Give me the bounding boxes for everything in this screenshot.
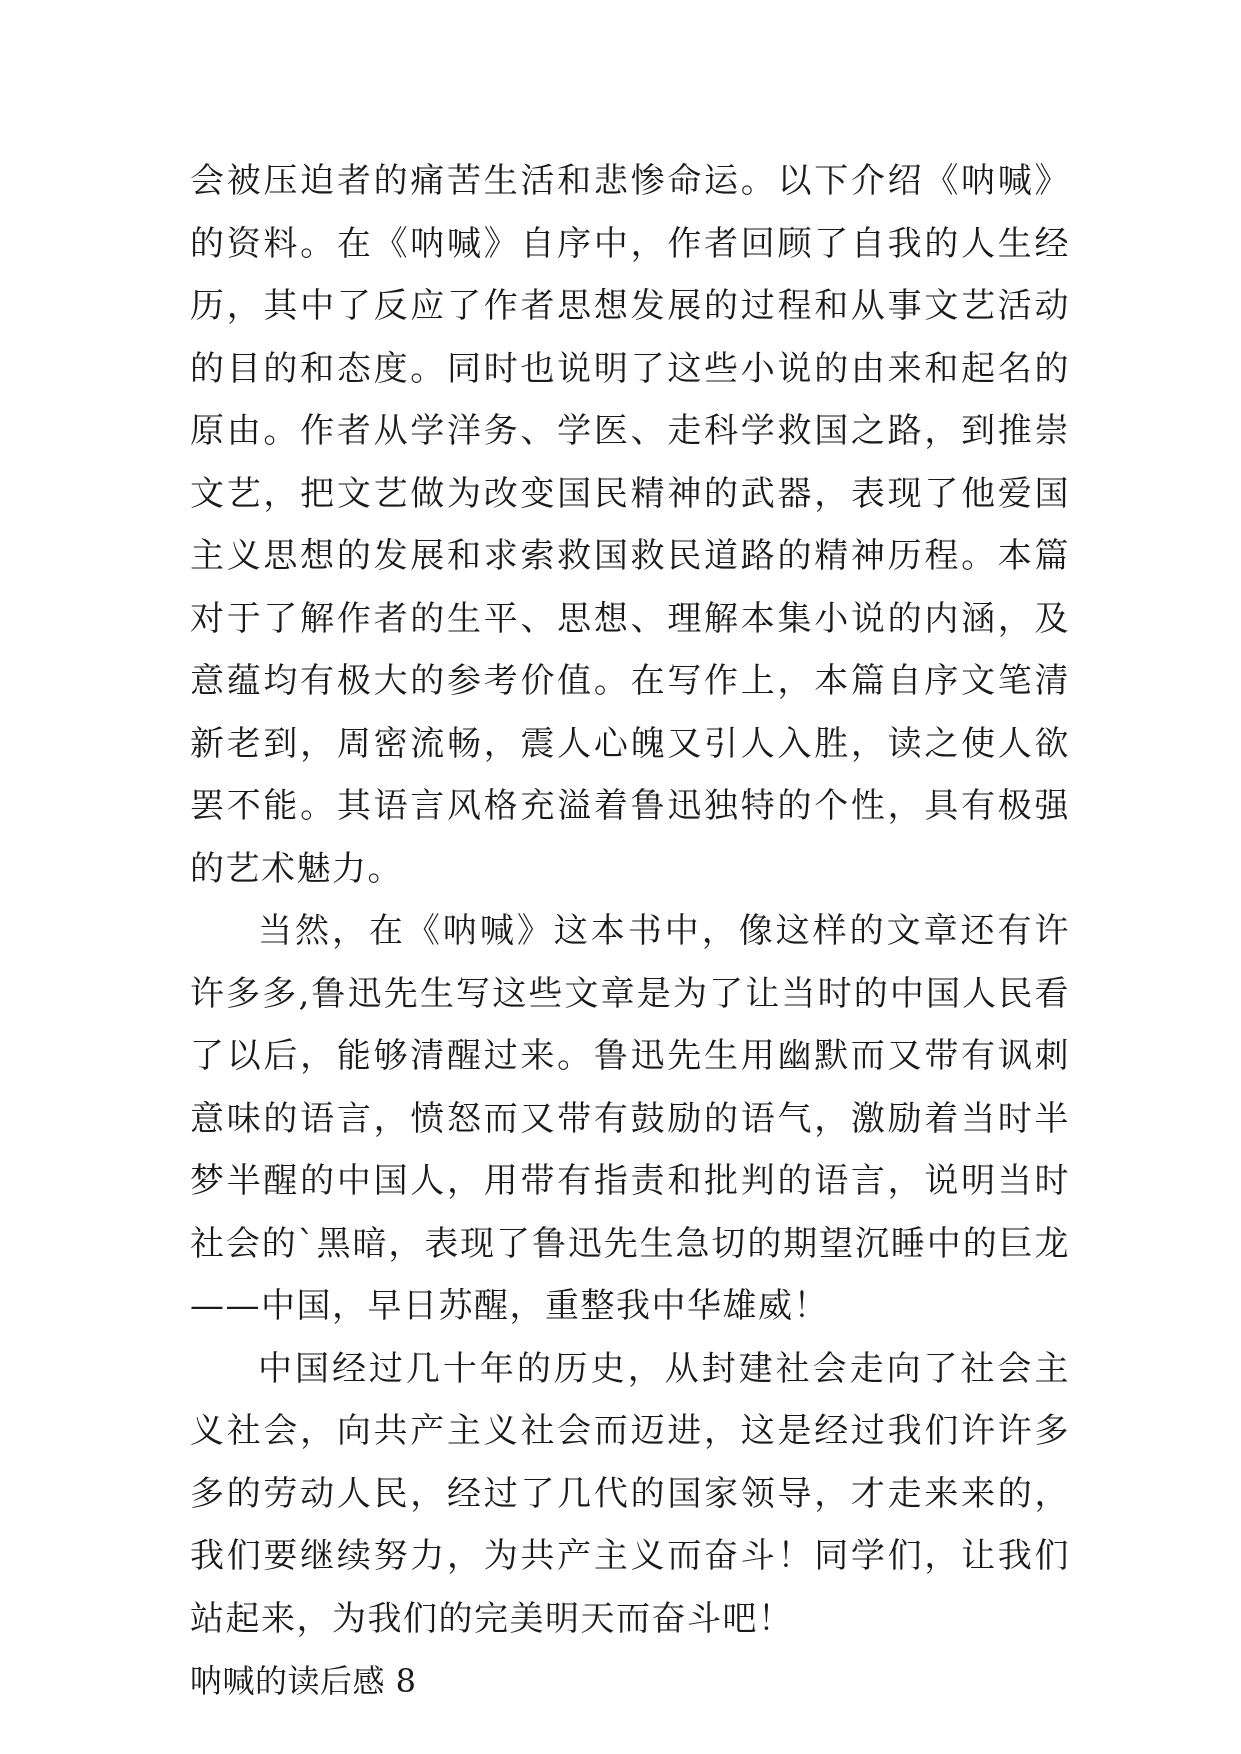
section-heading: 呐喊的读后感 8 bbox=[190, 1662, 417, 1700]
paragraph-3: 中国经过几十年的历史，从封建社会走向了社会主义社会，向共产主义社会而迈进，这是经过我们许许多多的劳动人民，经过了几代的国家领导，才走来来的，我们要继续努力，为共产主义而奋斗！同学们，让我们站起来，为我们的完美明天而奋斗吧！ bbox=[190, 1348, 1070, 1639]
document-body bbox=[190, 150, 1070, 1713]
paragraph-2: 当然，在《呐喊》这本书中，像这样的文章还有许许多多,鲁迅先生写这些文章是为了让当时的中国人民看了以后，能够清醒过来。鲁迅先生用幽默而又带有讽刺意味的语言，愤怒而又带有鼓励的语气，激励着当时半梦半醒的中国人，用带有指责和批判的语言，说明当时社会的`黑暗，表现了鲁迅先生急切的期望沉睡中的巨龙——中国，早日苏醒，重整我中华雄威！ bbox=[190, 911, 1070, 1326]
paragraph-1: 会被压迫者的痛苦生活和悲惨命运。以下介绍《呐喊》的资料。在《呐喊》自序中，作者回顾了自我的人生经历，其中了反应了作者思想发展的过程和从事文艺活动的目的和态度。同时也说明了这些小说的由来和起名的原由。作者从学洋务、学医、走科学救国之路，到推崇文艺，把文艺做为改变国民精神的武器，表现了他爱国主义思想的发展和求索救国救民道路的精神历程。本篇对于了解作者的生平、思想、理解本集小说的内涵，及意蕴均有极大的参考价值。在写作上，本篇自序文笔清新老到，周密流畅，震人心魄又引人入胜，读之使人欲罢不能。其语言风格充溢着鲁迅独特的个性，具有极强的艺术魅力。 bbox=[190, 161, 1070, 889]
